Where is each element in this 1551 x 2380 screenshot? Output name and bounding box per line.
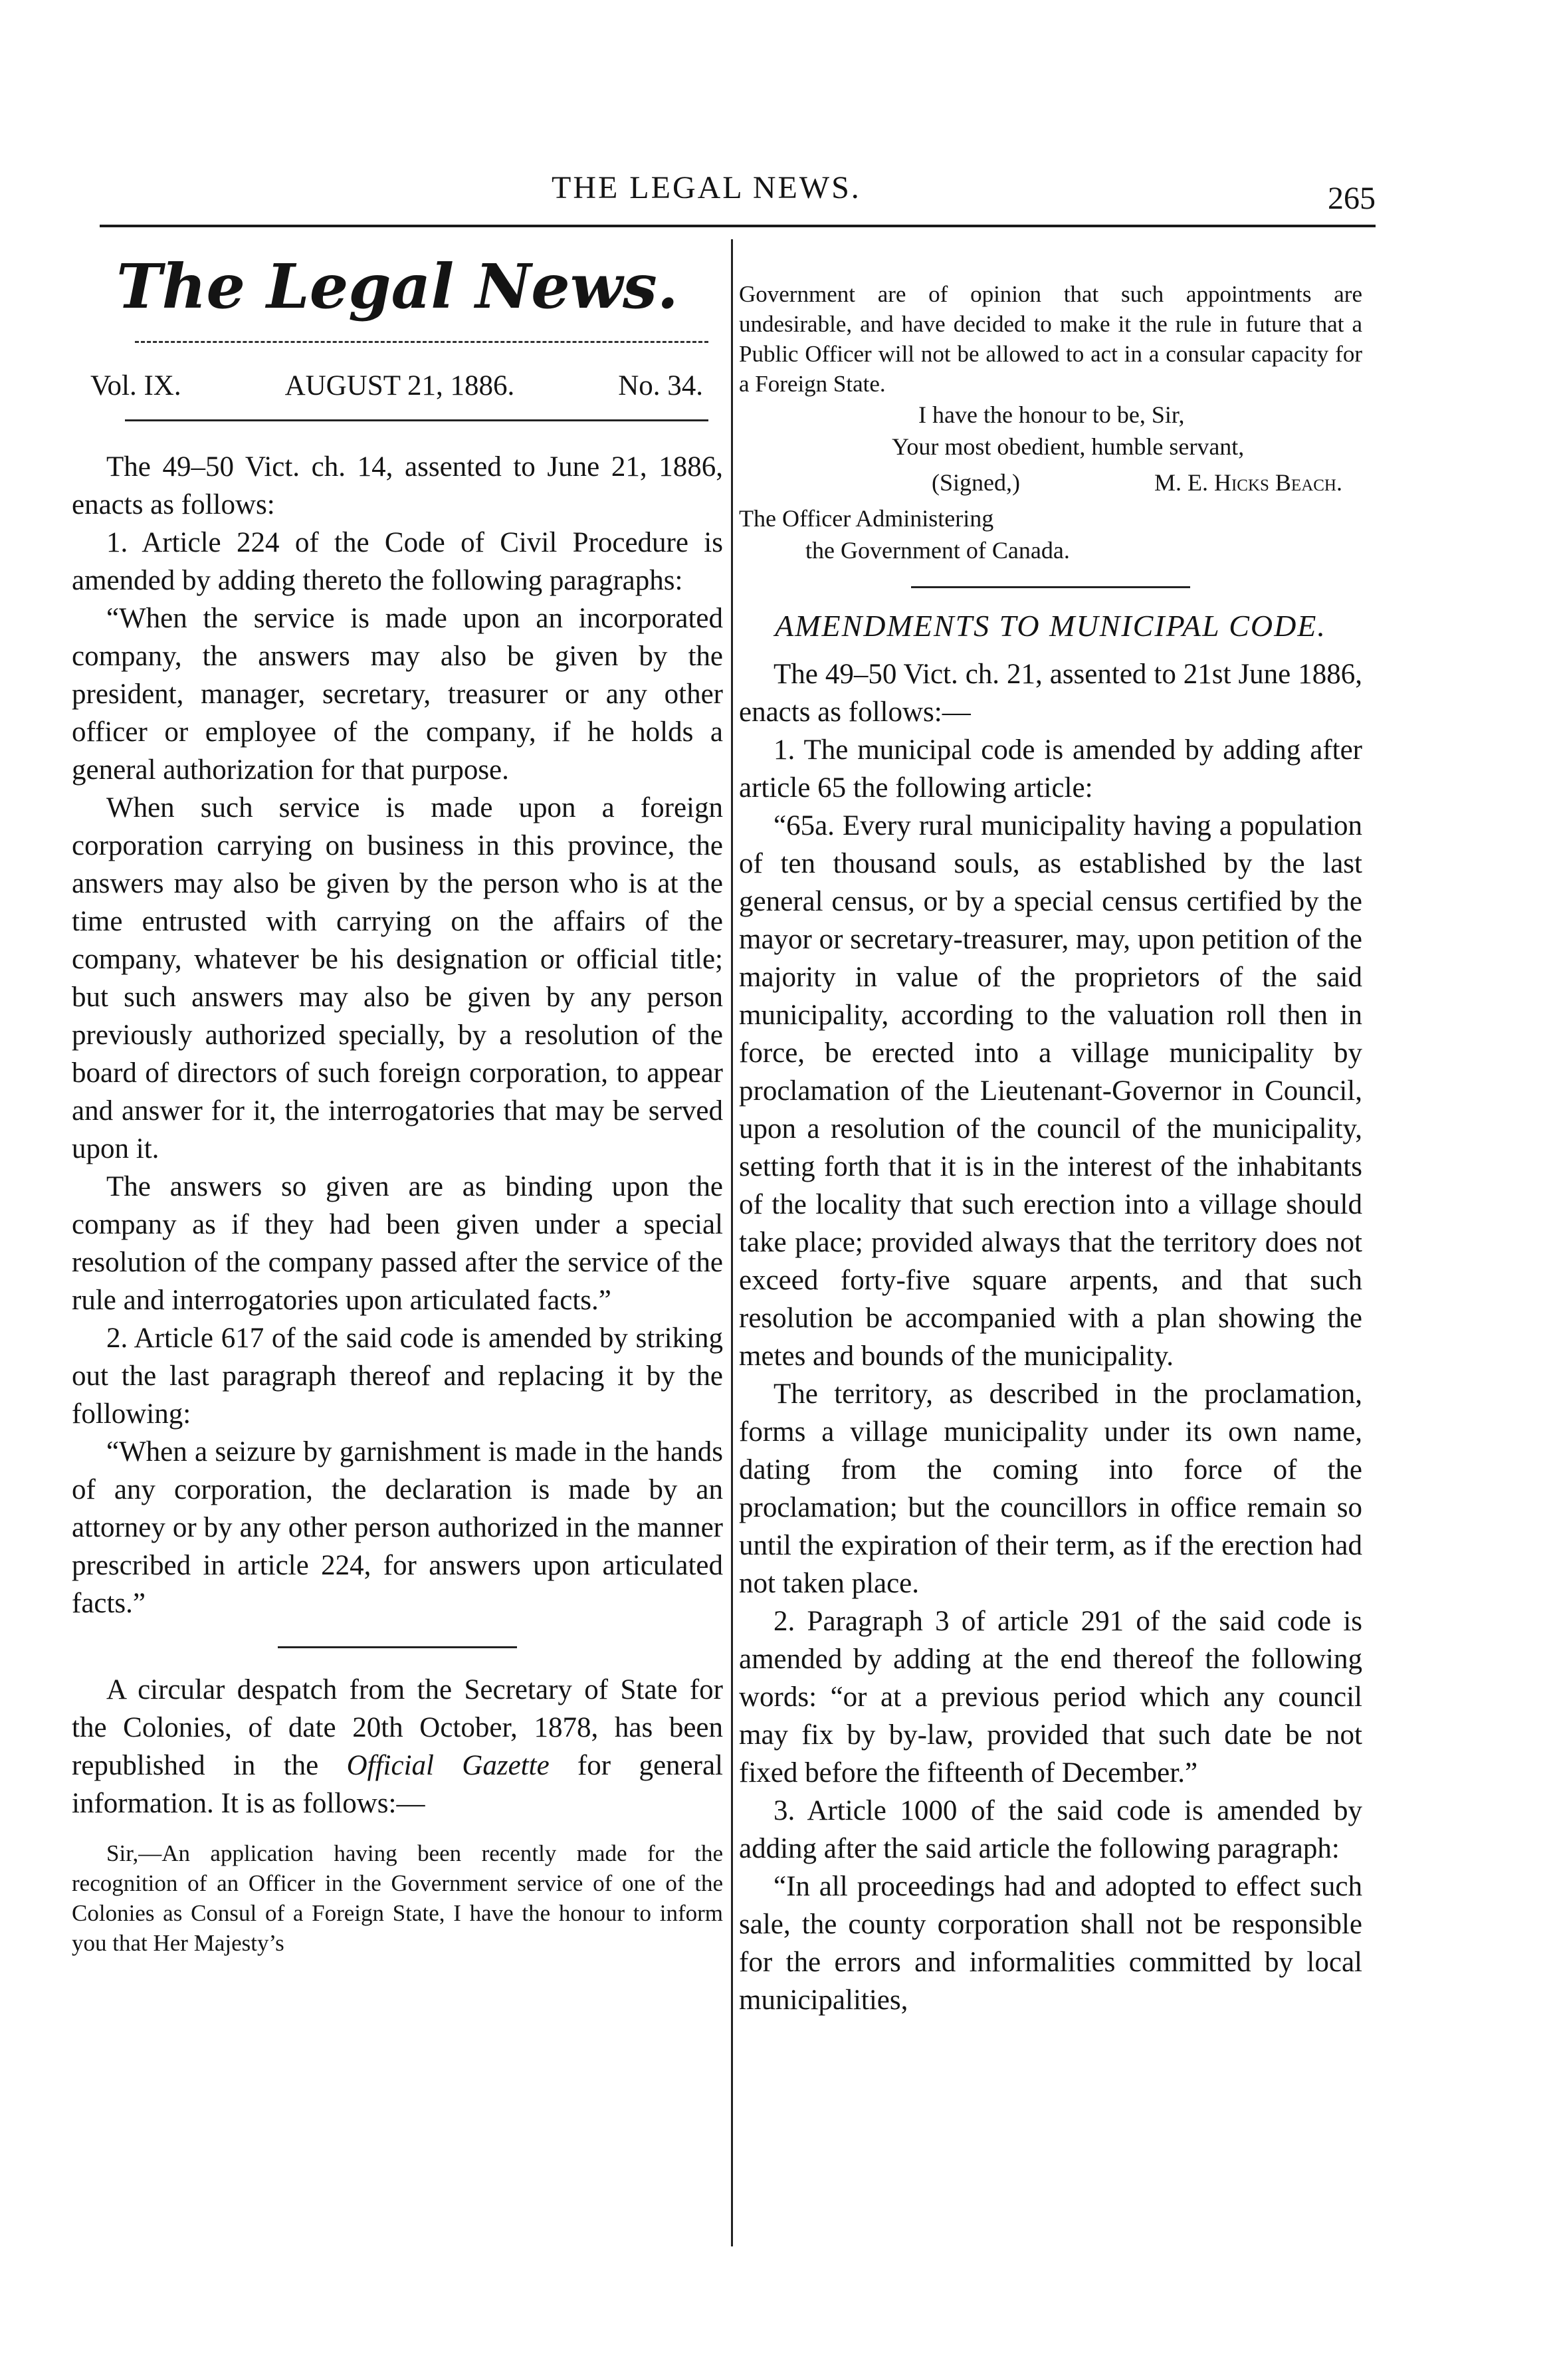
text-span: A circular despatch from the Secretary of State for the Colonies, of date 20th October, 1878, has been republished in the bbox=[72, 1674, 723, 1781]
signatory-name: M. E. Hicks Beach. bbox=[1154, 469, 1342, 496]
italic-span: Official Gazette bbox=[346, 1750, 550, 1781]
paragraph: 1. The municipal code is amended by adding after article 65 the following article: bbox=[739, 734, 1362, 804]
letter-paragraph: Sir,—An application having been recently made for the recognition of an Officer in the Government service of one of the Colonies as Consul of a Foreign State, I have the honour to inform you that Her Majesty’s bbox=[72, 1840, 723, 1956]
section-rule bbox=[278, 1646, 517, 1648]
closing-line: I have the honour to be, Sir, bbox=[918, 401, 1185, 428]
quoted-paragraph: “When a seizure by garnishment is made in the hands of any corporation, the declaration is made by an attorney or by any other person authorized in the manner prescribed in article 224, for answers upon articulated facts.” bbox=[72, 1436, 723, 1619]
issue-line bbox=[72, 343, 723, 419]
paragraph: The 49–50 Vict. ch. 21, assented to 21st June 1886, enacts as follows:— bbox=[739, 659, 1362, 728]
right-column bbox=[739, 279, 1362, 2019]
issue-rule bbox=[125, 419, 708, 421]
paragraph: 1. Article 224 of the Code of Civil Procedure is amended by adding thereto the following paragraphs: bbox=[72, 527, 723, 596]
signed-label: (Signed,) bbox=[932, 469, 1020, 496]
header-rule bbox=[100, 225, 1376, 227]
quoted-paragraph: The territory, as described in the proclamation, forms a village municipality under its own name, dating from the coming into force of the proclamation; but the councillors in office remain so until the expiration of their term, as if the erection had not taken place. bbox=[739, 1378, 1362, 1599]
despatch-letter bbox=[72, 1838, 723, 1958]
column-divider bbox=[731, 239, 733, 2246]
section-rule bbox=[911, 586, 1190, 588]
volume: Vol. IX. bbox=[90, 370, 181, 401]
paragraph: The 49–50 Vict. ch. 14, assented to June 21, 1886, enacts as follows: bbox=[72, 451, 723, 520]
page-number: 265 bbox=[1328, 181, 1376, 216]
despatch-continued bbox=[739, 279, 1362, 399]
paragraph: 3. Article 1000 of the said code is amended by adding after the said article the following paragraph: bbox=[739, 1795, 1362, 1864]
letter-paragraph: Government are of opinion that such appointments are undesirable, and have decided to make it the rule in future that a Public Officer will not be allowed to act in a consular capacity for a Foreign State. bbox=[739, 281, 1362, 397]
paragraph: 2. Paragraph 3 of article 291 of the said code is amended by adding at the end thereof the following words: “or at a previous period which any council may fix by by-law, provided that such date be not fixed before the fifteenth of December.” bbox=[739, 1606, 1362, 1788]
left-column bbox=[72, 236, 723, 1958]
masthead-title: The Legal News. bbox=[116, 251, 678, 322]
page-header bbox=[100, 169, 1376, 216]
issue-date: AUGUST 21, 1886. bbox=[284, 370, 515, 401]
addressee-line: The Officer Administering bbox=[739, 505, 994, 532]
running-title: THE LEGAL NEWS. bbox=[552, 170, 861, 205]
quoted-paragraph: “65a. Every rural municipality having a population of ten thousand souls, as established by the last general census, or by a special census certified by the mayor or secretary-treasurer, may, upon petition of the majority in value of the proprietors of the said municipality, according to the valuation roll then in force, be erected into a village municipality by proclamation of the Lieutenant-Governor in Council, upon a resolution of the council of the municipality, setting forth that it is in the interest of the inhabitants of the locality that such erection into a village should take place; provided always that the territory does not exceed forty-five square arpents, and that such resolution be accompanied with a plan showing the metes and bounds of the municipality. bbox=[739, 810, 1362, 1372]
closing-line: Your most obedient, humble servant, bbox=[892, 433, 1245, 460]
paragraph: 2. Article 617 of the said code is amended by striking out the last paragraph thereof and replacing it by the following: bbox=[72, 1323, 723, 1430]
addressee-line: the Government of Canada. bbox=[805, 537, 1070, 564]
quoted-paragraph: “When the service is made upon an incorporated company, the answers may also be given by the president, manager, secretary, treasurer or any other officer or employee of the company, if he holds a general authorization for that purpose. bbox=[72, 603, 723, 786]
paragraph bbox=[72, 1671, 723, 1822]
quoted-paragraph: When such service is made upon a foreign corporation carrying on business in this province, the answers may also be given by the person who is at the time entrusted with carrying on the affairs of the company, whatever be his designation or official title; but such answers may also be given by any person previously authorized specially, by a resolution of the board of directors of such foreign corporation, to appear and answer for it, the interrogatories that may be served upon it. bbox=[72, 792, 723, 1164]
letter-closing bbox=[739, 399, 1362, 566]
issue-number: No. 34. bbox=[618, 370, 703, 401]
quoted-paragraph: “In all proceedings had and adopted to effect such sale, the county corporation shall not be responsible for the errors and informalities committed by local municipalities, bbox=[739, 1871, 1362, 2016]
text-span: for general information. It is as follows:— bbox=[72, 1750, 723, 1819]
section-heading: AMENDMENTS TO MUNICIPAL CODE. bbox=[775, 609, 1326, 643]
quoted-paragraph: The answers so given are as binding upon the company as if they had been given under a special resolution of the company passed after the service of the rule and interrogatories upon articulated facts.” bbox=[72, 1171, 723, 1316]
signature-line bbox=[739, 463, 1362, 502]
